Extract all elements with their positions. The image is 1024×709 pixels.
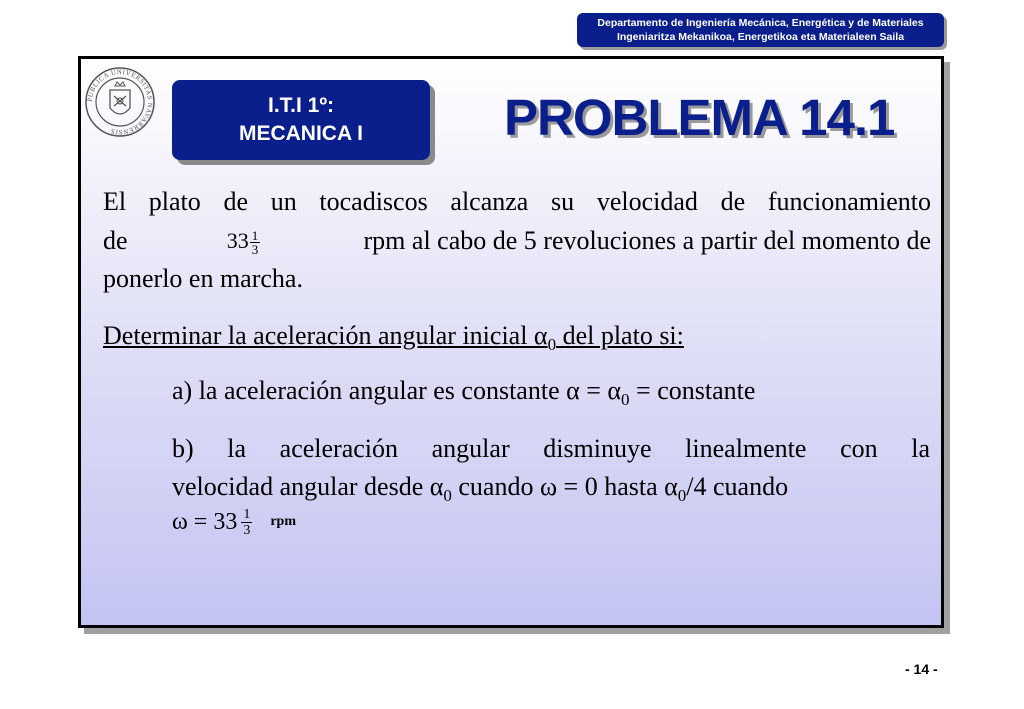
page-number: - 14 - [905, 661, 938, 677]
course-name: MECANICA I [238, 122, 364, 145]
university-seal-logo [84, 66, 156, 138]
omega-fraction: $\frac{1}{3}$ [243, 506, 251, 538]
part-b-line-1: b) la aceleración angular disminuye linealmente con la [172, 434, 930, 463]
department-name-eu: Ingeniaritza Mekanikoa, Energetikoa eta Materialeen Saila [616, 31, 905, 43]
rpm-unit: rpm [270, 514, 297, 529]
course-level: I.T.I 1º: [267, 94, 334, 117]
statement-line-3: ponerlo en marcha. [103, 264, 303, 293]
statement-rest: rpm al cabo de 5 revoluciones a partir del momento de [363, 226, 931, 255]
department-banner [577, 13, 944, 47]
statement-line-2 [103, 222, 931, 260]
part-b-line-2: velocidad angular desde $\alpha_0$ cuando ω = 0 hasta $\alpha_0/4$ cuando [172, 472, 789, 506]
omega-equation: ω = 33 $\frac{1}{3}$ rpm [172, 503, 296, 541]
department-name-es: Departamento de Ingeniería Mecánica, Energética y de Materiales [597, 17, 924, 29]
mixed-fraction: 33 $\frac{1}{3}$ [226, 228, 259, 258]
course-badge [172, 80, 430, 160]
fraction: $\frac{1}{3}$ [251, 228, 259, 258]
svg-text:PUBLICA UNIVERSITAS NAVARRENSI: PUBLICA UNIVERSITAS NAVARRENSIS [86, 68, 154, 136]
statement-line-1: El plato de un tocadiscos alcanza su velocidad de funcionamiento [103, 187, 931, 216]
page-title: PROBLEMA 14.1 [504, 89, 895, 146]
part-a: a) la aceleración angular es constante $\alpha = \alpha_0$ = constante [172, 376, 756, 410]
statement-de: de [103, 226, 128, 255]
question-line: Determinar la aceleración angular inicial $\alpha_0$ del plato si: [103, 321, 684, 355]
